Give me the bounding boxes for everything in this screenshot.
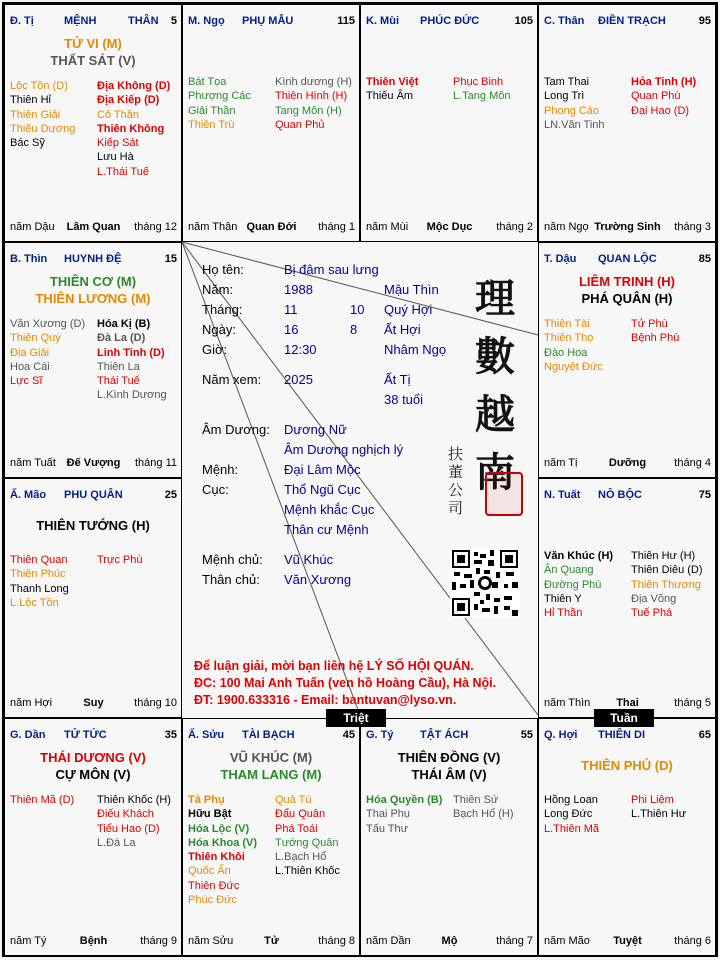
palace-name: PHU QUÂN xyxy=(64,489,123,501)
minor-star: L.Thiên Khốc xyxy=(275,865,340,878)
minor-star: Thiên Mã (D) xyxy=(10,794,75,806)
minor-star: Đường Phù xyxy=(544,578,602,591)
palace-name: PHÚC ĐỨC xyxy=(420,15,480,27)
minor-star: Hóa Lộc (V) xyxy=(188,822,250,835)
minor-star: Thiên Quan xyxy=(10,554,68,566)
minor-star: Tam Thai xyxy=(544,76,590,88)
footer-month: tháng 2 xyxy=(496,221,533,233)
minor-star: Thiên Quý xyxy=(10,332,61,345)
ngay-value: 16 xyxy=(284,322,299,337)
minor-star: Quả Tú xyxy=(275,794,312,806)
footer-month: tháng 4 xyxy=(674,457,711,469)
footer-stage: Dưỡng xyxy=(608,457,647,469)
minor-star: Bạch Hổ (H) xyxy=(453,808,514,821)
minor-star: Thiên Phúc xyxy=(10,568,66,581)
gio-value: 12:30 xyxy=(284,342,317,357)
minor-star: Thiên Giải xyxy=(10,108,61,121)
palace-number: 75 xyxy=(698,489,711,501)
minor-star: Ân Quang xyxy=(544,564,594,577)
footer-year: năm Sửu xyxy=(188,935,234,947)
palace-branch: T. Dậu xyxy=(544,253,577,265)
palace-name: PHỤ MẪU xyxy=(242,15,294,27)
minor-star: Thiên Hư (H) xyxy=(631,550,696,562)
minor-star: Thiên Khôi xyxy=(188,851,245,864)
footer-year: năm Tý xyxy=(10,935,47,947)
minor-star: Thiên La xyxy=(97,360,140,373)
footer-month: tháng 5 xyxy=(674,697,711,709)
footer-month: tháng 12 xyxy=(134,221,177,233)
minor-star: Thanh Long xyxy=(10,582,69,595)
cuc-value: Thổ Ngũ Cục xyxy=(284,482,361,497)
palace-number: 25 xyxy=(164,489,177,501)
minor-star: Đào Hoa xyxy=(544,346,588,359)
main-star: PHÁ QUÂN (H) xyxy=(581,291,673,306)
minor-star: L.Thiên Mã xyxy=(544,822,600,835)
main-star: LIÊM TRINH (H) xyxy=(578,274,676,289)
minor-star: Phi Liêm xyxy=(631,794,674,806)
footer-year: năm Mùi xyxy=(366,221,409,233)
minor-star: Tử Phù xyxy=(631,318,668,330)
minor-star: Lực Sĩ xyxy=(10,375,43,388)
minor-star: Thiên Đức xyxy=(188,879,240,892)
palace-branch: M. Ngọ xyxy=(188,15,225,27)
triet-tag: Triệt xyxy=(326,709,386,727)
main-star: CỰ MÔN (V) xyxy=(55,767,131,782)
amduong-label: Âm Dương: xyxy=(202,422,270,437)
minor-star: Quốc Ấn xyxy=(188,865,231,878)
palace-name: THIÊN DI xyxy=(598,729,646,741)
minor-star: L.Thiên Hư xyxy=(631,808,687,821)
minor-star: Hóa Khoa (V) xyxy=(188,836,258,849)
main-star: THÁI ÂM (V) xyxy=(411,767,487,782)
minor-star: Lưu Hà xyxy=(97,151,134,164)
minor-star: Tuế Phá xyxy=(631,607,673,620)
palace-name: TÀI BẠCH xyxy=(242,729,295,741)
palace-name: TỬ TỨC xyxy=(64,729,107,741)
main-star: TỬ VI (M) xyxy=(64,36,122,51)
minor-star: Địa Kiếp (D) xyxy=(97,94,160,107)
minor-star: Địa Không (D) xyxy=(97,80,171,92)
palace-name: TẬT ÁCH xyxy=(420,729,469,741)
palace-number: 95 xyxy=(698,15,711,27)
main-star: THIÊN LƯƠNG (M) xyxy=(35,291,151,306)
thang-am: 10 xyxy=(350,302,365,317)
tuan-tag: Tuần xyxy=(594,709,654,727)
amduong-value: Dương Nữ xyxy=(284,422,347,437)
minor-star: Văn Xương (D) xyxy=(10,318,86,330)
minor-star: Bệnh Phù xyxy=(631,332,680,345)
minor-star: Tiểu Hao (D) xyxy=(97,822,160,835)
minor-star: Phượng Các xyxy=(188,90,251,103)
footer-year: năm Dậu xyxy=(10,221,55,233)
nam-value: 1988 xyxy=(284,282,313,297)
ngay-can: Ất Hợi xyxy=(384,322,421,337)
minor-star: Phong Cáo xyxy=(544,104,600,117)
footer-month: tháng 1 xyxy=(318,221,355,233)
palace-number: 85 xyxy=(698,253,711,265)
footer-month: tháng 9 xyxy=(140,935,177,947)
footer-month: tháng 10 xyxy=(134,697,177,709)
amduong-note: Âm Dương nghịch lý xyxy=(284,442,404,457)
namxem-label: Năm xem: xyxy=(202,372,262,387)
ngay-am: 8 xyxy=(350,322,358,337)
minor-star: Thai Phụ xyxy=(366,808,411,821)
palace-number: 115 xyxy=(337,15,355,27)
footer-year: năm Hợi xyxy=(10,697,53,709)
main-star: VŨ KHÚC (M) xyxy=(229,750,313,765)
minor-star: Hóa Quyền (B) xyxy=(366,794,443,806)
minor-star: Bát Tọa xyxy=(188,76,227,88)
footer-stage: Suy xyxy=(83,697,104,709)
minor-star: L.Tang Môn xyxy=(453,90,511,103)
minor-star: Lộc Tồn (D) xyxy=(10,80,68,92)
footer-stage: Quan Đới xyxy=(246,221,297,233)
minor-star: Phá Toái xyxy=(275,822,318,835)
minor-star: Quan Phủ xyxy=(275,118,325,131)
main-star: THIÊN TƯỚNG (H) xyxy=(36,518,150,533)
palace-name: QUAN LỘC xyxy=(598,253,657,265)
minor-star: Long Đức xyxy=(544,808,593,821)
minor-star: Địa Võng xyxy=(631,592,677,605)
footer-stage: Trường Sinh xyxy=(594,221,661,233)
footer-stage: Đế Vượng xyxy=(66,457,121,469)
palace-number: 105 xyxy=(514,15,533,27)
than-cu: Thân cư Mệnh xyxy=(284,522,369,537)
minor-star: Thiên Thọ xyxy=(544,332,594,345)
minor-star: Kiếp Sát xyxy=(97,137,139,150)
minor-star: Cô Thần xyxy=(97,108,139,121)
footer-stage: Thai xyxy=(616,697,639,709)
minor-star: L.Lộc Tồn xyxy=(10,596,59,609)
minor-star: Phục Binh xyxy=(453,76,504,88)
gio-label: Giờ: xyxy=(202,342,228,357)
palace-name: HUYNH ĐỆ xyxy=(64,253,122,265)
footer-year: năm Thân xyxy=(188,221,238,233)
minor-star: Thiếu Âm xyxy=(366,90,414,103)
menh-label: Mệnh: xyxy=(202,462,239,477)
minor-star: Thiên Y xyxy=(544,592,582,605)
footer-year: năm Thìn xyxy=(544,697,591,709)
footer-stage: Mộ xyxy=(441,935,458,947)
footer-stage: Tử xyxy=(264,935,279,947)
minor-star: L.Đà La xyxy=(97,836,136,849)
contact-line-2: ĐC: 100 Mai Anh Tuấn (ven hồ Hoàng Cầu), Hà Nội. xyxy=(194,676,497,690)
main-star: THAM LANG (M) xyxy=(220,767,322,782)
palace-branch: B. Thìn xyxy=(10,253,48,265)
main-star: THÁI DƯƠNG (V) xyxy=(40,750,146,765)
footer-stage: Mộc Dục xyxy=(426,221,473,233)
palace-number: 55 xyxy=(520,729,533,741)
minor-star: Đẩu Quân xyxy=(275,808,326,821)
minor-star: Tướng Quân xyxy=(275,836,339,849)
red-seal xyxy=(485,472,523,516)
hoten-value: Bị đâm sau lưng xyxy=(284,262,379,277)
minor-star: Hóa Kị (B) xyxy=(97,318,151,330)
menhchu-value: Vũ Khúc xyxy=(284,552,334,567)
minor-star: Phúc Đức xyxy=(188,894,237,907)
minor-star: Thiên Tài xyxy=(544,318,590,330)
cuc-label: Cục: xyxy=(202,482,229,497)
footer-month: tháng 11 xyxy=(134,457,177,469)
namxem-value: 2025 xyxy=(284,372,313,387)
thang-value: 11 xyxy=(284,302,298,317)
qr-code-icon xyxy=(450,548,520,618)
tuoi-value: 38 tuổi xyxy=(384,392,424,407)
palace-name: NÔ BỘC xyxy=(598,489,642,501)
center-info xyxy=(180,240,538,716)
minor-star: Thiên Việt xyxy=(366,76,419,88)
palace-branch: Ấ. Sửu xyxy=(188,729,225,741)
minor-star: L.Kình Dương xyxy=(97,389,167,402)
minor-star: Thiên Khốc (H) xyxy=(97,794,171,806)
minor-star: Thiên Sứ xyxy=(453,794,499,806)
palace-branch: C. Thân xyxy=(544,15,585,27)
minor-star: Giải Thần xyxy=(188,104,236,117)
main-star: THẤT SÁT (V) xyxy=(50,53,136,68)
thang-label: Tháng: xyxy=(202,302,243,317)
footer-year: năm Mão xyxy=(544,935,590,947)
minor-star: Thái Tuế xyxy=(97,375,140,388)
hoten-label: Họ tên: xyxy=(202,262,244,277)
palace-branch: Đ. Tị xyxy=(10,15,34,27)
thang-can: Quý Hợi xyxy=(384,302,433,317)
palace-branch: N. Tuất xyxy=(544,489,581,501)
minor-star: Thiên Hình (H) xyxy=(275,90,348,103)
ngay-label: Ngày: xyxy=(202,322,236,337)
footer-year: năm Ngọ xyxy=(544,221,589,233)
minor-star: Tang Môn (H) xyxy=(275,104,342,117)
cuc-note: Mệnh khắc Cục xyxy=(284,502,375,517)
minor-star: Hỏa Tinh (H) xyxy=(631,76,697,88)
minor-star: Hữu Bật xyxy=(188,808,232,821)
minor-star: Thiên Không xyxy=(97,122,165,135)
palace-number: 35 xyxy=(164,729,177,741)
minor-star: Địa Giải xyxy=(10,346,50,359)
minor-star: Nguyệt Đức xyxy=(544,360,603,373)
minor-star: Trực Phù xyxy=(97,554,143,566)
minor-star: LN.Văn Tinh xyxy=(544,118,605,131)
minor-star: Quan Phù xyxy=(631,90,681,103)
minor-star: Hồng Loan xyxy=(544,794,598,806)
palace-branch: Q. Hợi xyxy=(544,729,578,741)
palace-number: 5 xyxy=(170,15,177,27)
calligraphy-logo: 理數越南 xyxy=(475,275,515,496)
palace-branch: G. Tý xyxy=(366,729,394,741)
palace-number: 45 xyxy=(342,729,355,741)
palace-number: 65 xyxy=(698,729,711,741)
main-star: THIÊN PHỦ (D) xyxy=(581,758,673,773)
minor-star: Thiếu Dương xyxy=(10,122,76,135)
nam-label: Năm: xyxy=(202,282,234,297)
footer-stage: Tuyệt xyxy=(613,935,642,947)
seal-side-text: 扶董公司 xyxy=(448,445,464,517)
footer-year: năm Tị xyxy=(544,457,578,469)
palace-branch: K. Mùi xyxy=(366,15,399,27)
palace-branch: G. Dần xyxy=(10,729,46,741)
minor-star: Kình dương (H) xyxy=(275,76,352,88)
minor-star: L.Bạch Hổ xyxy=(275,851,327,864)
minor-star: Đại Hao (D) xyxy=(631,104,690,117)
contact-line-1: Để luận giải, mời bạn liên hệ LÝ SỐ HỘI QUÁN. xyxy=(194,659,474,673)
than-marker: THÂN xyxy=(128,15,159,27)
footer-stage: Bệnh xyxy=(79,935,108,947)
main-star: THIÊN ĐỒNG (V) xyxy=(397,750,501,765)
minor-star: Thiên Thương xyxy=(631,578,702,591)
minor-star: Tả Phụ xyxy=(188,794,225,806)
thanchu-label: Thân chủ: xyxy=(202,572,260,587)
palace-name: ĐIỀN TRẠCH xyxy=(598,15,666,27)
minor-star: Văn Khúc (H) xyxy=(544,550,614,562)
minor-star: Hoa Cái xyxy=(10,360,50,373)
contact-line-3: ĐT: 1900.633316 - Email: bantuvan@lyso.vn. xyxy=(194,693,457,707)
minor-star: Tấu Thư xyxy=(366,822,409,835)
footer-month: tháng 8 xyxy=(318,935,355,947)
nam-can: Mậu Thìn xyxy=(384,282,439,297)
footer-month: tháng 7 xyxy=(496,935,533,947)
minor-star: Hỉ Thần xyxy=(544,607,583,620)
footer-year: năm Dần xyxy=(366,935,411,947)
minor-star: Thiên Hỉ xyxy=(10,94,51,107)
palace-branch: Ấ. Mão xyxy=(10,489,47,501)
palace-number: 15 xyxy=(164,253,177,265)
main-star: THIÊN CƠ (M) xyxy=(49,274,137,289)
menhchu-label: Mệnh chủ: xyxy=(202,552,263,567)
minor-star: Thiên Trù xyxy=(188,118,235,131)
footer-stage: Lâm Quan xyxy=(66,221,121,233)
minor-star: Bác Sỹ xyxy=(10,137,45,150)
footer-month: tháng 3 xyxy=(674,221,711,233)
footer-month: tháng 6 xyxy=(674,935,711,947)
namxem-can: Ất Tị xyxy=(384,372,411,387)
minor-star: Long Trì xyxy=(544,90,585,103)
minor-star: L.Thái Tuế xyxy=(97,165,149,178)
minor-star: Đà La (D) xyxy=(97,332,146,345)
menh-value: Đại Lâm Mộc xyxy=(284,462,361,477)
palace-name: MỆNH xyxy=(64,15,97,27)
gio-can: Nhâm Ngọ xyxy=(384,342,447,357)
minor-star: Thiên Diêu (D) xyxy=(631,564,703,577)
footer-year: năm Tuất xyxy=(10,457,56,469)
minor-star: Điếu Khách xyxy=(97,808,154,821)
minor-star: Linh Tinh (D) xyxy=(97,346,165,359)
thanchu-value: Văn Xương xyxy=(284,572,352,587)
